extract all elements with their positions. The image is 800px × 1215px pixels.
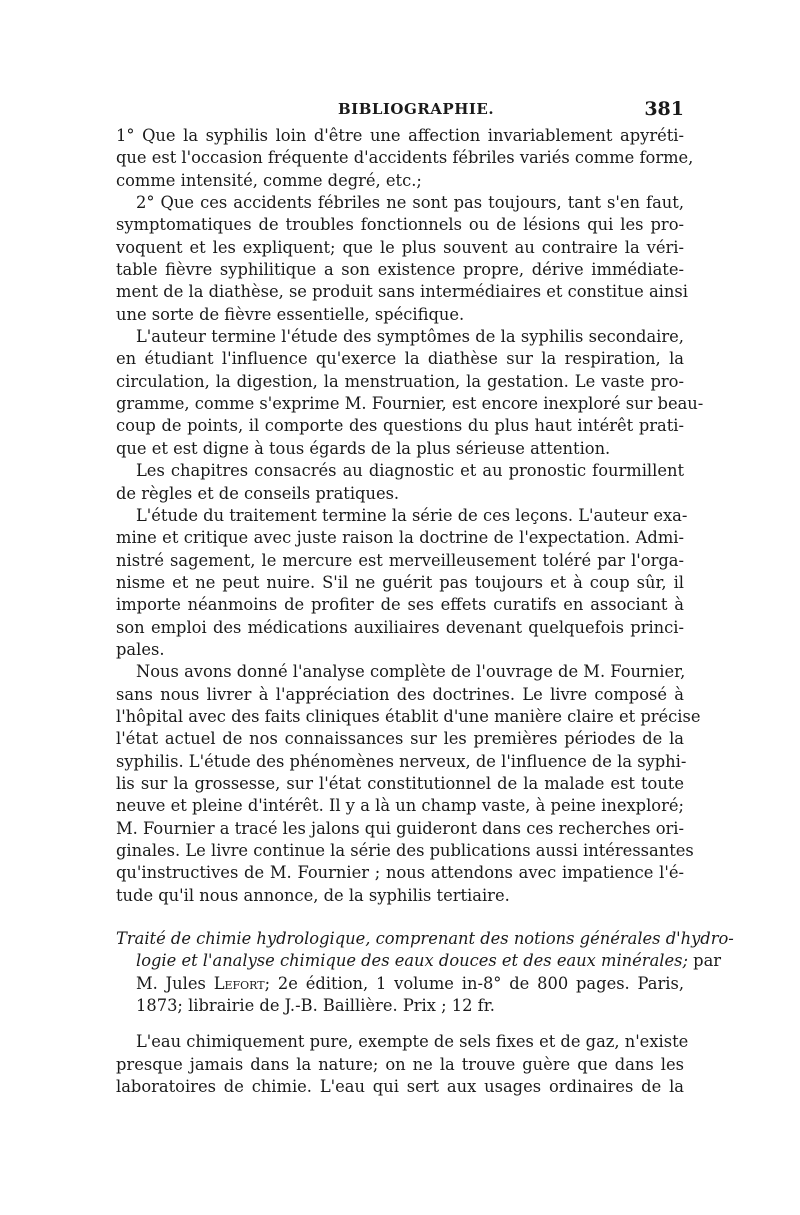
paragraph-7 [116,1031,689,1098]
text-line: l'état actuel de nos connaissances sur les premières périodes de la [116,729,684,749]
paragraph-3 [116,326,704,460]
text-line: ment de la diathèse, se produit sans intermédiaires et constitue ainsi [116,282,688,302]
text-line: M. Jules Lefort; 2e édition, 1 volume in-8° de 800 pages. Paris, [136,973,684,993]
text-line: sans nous livrer à l'appréciation des doctrines. Le livre composé à [116,684,684,704]
text-line: nistré sagement, le mercure est merveilleusement toléré par l'orga- [116,550,684,570]
review-by: par [693,951,722,971]
text-line: ginales. Le livre continue la série des publications aussi intéressantes [116,841,694,860]
text-line: L'auteur termine l'étude des symptômes de la syphilis secondaire, [136,327,684,347]
running-title: BIBLIOGRAPHIE. [338,100,495,118]
paragraph-5 [116,505,688,661]
text-line: 1873; librairie de J.-B. Baillière. Prix ; 12 fr. [136,996,495,1016]
text-line: tude qu'il nous annonce, de la syphilis tertiaire. [116,885,510,905]
text-line: qu'instructives de M. Fournier ; nous attendons avec impatience l'é- [116,863,684,883]
text-line: coup de points, il comporte des questions du plus haut intérêt prati- [116,416,684,436]
paragraph-4 [116,460,684,505]
text-line: symptomatiques de troubles fonctionnels ou de lésions qui les pro- [116,215,684,235]
page-header [118,98,684,124]
paragraph-6 [116,661,701,907]
text-line: de règles et de conseils pratiques. [116,483,400,503]
paragraph-2 [116,192,688,326]
text-line: presque jamais dans la nature; on ne la trouve guère que dans les [116,1054,684,1074]
text-line [116,950,722,972]
text-line: syphilis. L'étude des phénomènes nerveux, de l'influence de la syphi- [116,751,687,771]
text-line: lis sur la grossesse, sur l'état constitutionnel de la malade est toute [116,773,684,793]
text-line: comme intensité, comme degré, etc.; [116,170,422,190]
text-line: 1° Que la syphilis loin d'être une affection invariablement apyréti- [116,126,684,145]
text-line: nisme et ne peut nuire. S'il ne guérit pas toujours et à coup sûr, il [116,572,684,592]
paragraph-1 [116,125,694,192]
text-line: une sorte de fièvre essentielle, spécifique. [116,304,465,324]
text-line: pales. [116,639,165,659]
text-line: 2° Que ces accidents fébriles ne sont pas toujours, tant s'en faut, [136,193,684,213]
review-author: Lefort [213,973,265,993]
review-title-continued: logie et l'analyse chimique des eaux douces et des eaux minérales; [136,951,688,971]
text-line: l'hôpital avec des faits cliniques établit d'une manière claire et précise [116,706,701,726]
review-heading [116,928,734,1017]
text-line: L'étude du traitement termine la série de ces leçons. L'auteur exa- [136,505,688,525]
main-text [116,125,734,1098]
text-line: que et est digne à tous égards de la plus sérieuse attention. [116,438,611,458]
text-line: L'eau chimiquement pure, exempte de sels fixes et de gaz, n'existe [136,1032,689,1052]
text-line: Nous avons donné l'analyse complète de l'ouvrage de M. Fournier, [136,662,686,682]
review-title: Traité de chimie hydrologique, comprenant des notions générales d'hydro- [116,929,734,949]
text-line: en étudiant l'influence qu'exerce la diathèse sur la respiration, la [116,349,684,369]
page-number: 381 [644,98,684,120]
text-line: que est l'occasion fréquente d'accidents fébriles variés comme forme, [116,148,694,168]
text-line: son emploi des médications auxiliaires devenant quelquefois princi- [116,617,684,637]
text-line: neuve et pleine d'intérêt. Il y a là un champ vaste, à peine inexploré; [116,796,684,816]
text-line: gramme, comme s'exprime M. Fournier, est encore inexploré sur beau- [116,394,704,414]
text-line: importe néanmoins de profiter de ses effets curatifs en associant à [116,595,684,615]
text-line: table fièvre syphilitique a son existence propre, dérive immédiate- [116,260,684,280]
text-line [116,928,734,950]
text-line: M. Fournier a tracé les jalons qui guideront dans ces recherches ori- [116,818,684,838]
text-line: Les chapitres consacrés au diagnostic et au pronostic fourmillent [136,461,684,481]
text-line: circulation, la digestion, la menstruation, la gestation. Le vaste pro- [116,371,684,391]
text-line: voquent et les expliquent; que le plus souvent au contraire la véri- [116,237,684,257]
text-line: laboratoires de chimie. L'eau qui sert aux usages ordinaires de la [116,1077,684,1097]
text-line: mine et critique avec juste raison la doctrine de l'expectation. Admi- [116,528,684,548]
